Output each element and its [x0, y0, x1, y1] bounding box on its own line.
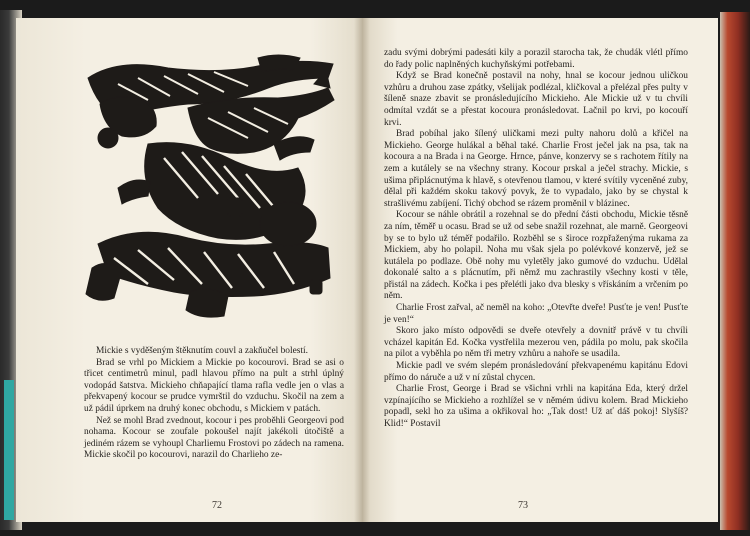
right-page-text	[384, 48, 688, 431]
paragraph: Mickie padl ve svém slepém pronásledování překvapenému kapitánu Edovi přímo do náruče a už v ní zůstal chycen.	[384, 361, 688, 383]
paragraph: Když se Brad konečně postavil na nohy, hnal se kocour jednou uličkou vzhůru a druhou zase zpátky, všelijak podlézal, kličkoval a přelézal přes pulty v šíleně snaze zbavit se pronásledujícího Mickieho. Ale Mickie už v tu chvíli odmítal vzdát se a přestat kocoura pronásledovat. Lačnil po krvi, po kocouří krvi.	[384, 71, 688, 128]
page-number-right: 73	[518, 500, 528, 511]
book-gutter	[354, 18, 370, 522]
paragraph: Skoro jako místo odpovědi se dveře otevřely a dovnitř právě v tu chvíli vcházel kapitán Ed. Kočka vystřelila mezerou ven, pádila po molu, pak skočila na pilot a vyběhla po něm tři metry vzhůru a nahoře se usadila.	[384, 326, 688, 360]
left-page-text	[84, 346, 344, 462]
paragraph: Než se mohl Brad zvednout, kocour i pes proběhli Georgeovi pod nohama. Kocour se zoufale pokoušel najít jakékoli útočiště a jediném rázem se vyhoupl Charliemu Frostovi po zádech na ramena. Mickie skočil po kocourovi, narazil do Charlieho ze-	[84, 415, 344, 461]
paragraph: Charlie Frost, George i Brad se všichni vrhli na kapitána Eda, který držel vzpínajícího se Mickieho a rozhlížel se v němém údivu kolem. Brad Mickieho popadl, sekl ho za ušima a okřikoval ho: „Tak dost! Už ať dáš pokoj! Slyšíš? Klid!“ Postavil	[384, 384, 688, 429]
cover-accent-strip	[4, 380, 14, 520]
book-cover-right-edge	[720, 12, 750, 530]
paragraph: Mickie s vyděšeným štěknutím couvl a zakňučel bolestí.	[96, 346, 308, 356]
paragraph: Brad pobíhal jako šílený uličkami mezi pulty nahoru dolů a křičel na Mickieho. George hulákal a běhal také. Charlie Frost ječel jak na psa, tak na kocoura a na Brada i na George. Hrnce, pánve, konzervy se s rachotem řítily na zem a kutálely se na všechny strany. Kocour prskal a ječel strachy. Mickie, s ušima připlácnutýma k hlavě, s otevřenou tlamou, v které svítily vyceněné zuby, dělal při každém skoku takový povyk, že to vypadalo, jako by se chystal k strašlivému zabíjení. Tichý obchod se rázem proměnil v blázinec.	[384, 129, 688, 209]
paragraph: Kocour se náhle obrátil a rozehnal se do přední části obchodu, Mickie těsně za ním, těměř u ocasu. Brad se už od sebe snažil rozehnat, ale marně. Georgeovi by se to bylo už téměř podařilo. Rozběhl se s široce rozpřaženýma rukama za Mickiem, aby ho polapil. Noha mu však sjela po polévkové konzervě, jež se kutálela po podlaze. Obě nohy mu vyletěly jako gumové do vzduchu. Udělal dokonalé salto a s plácnutím, při němž mu zachrastily všechny kosti v těle, přistál na zádech. Kočka i pes přelétli jako dva blesky s vřískáním a vrčením po něm.	[384, 210, 688, 302]
page-number-left: 72	[212, 500, 222, 511]
paragraph: zadu svými dobrými padesáti kily a porazil starocha tak, že chudák vlétl přímo do řady polic naplněných kuchyňskými potřebami.	[384, 48, 688, 70]
paragraph: Charlie Frost zařval, ač neměl na koho: „Otevřte dveře! Pusťte je ven! Pusťte je ven!“	[384, 303, 688, 325]
woodcut-illustration-icon	[78, 48, 340, 320]
paragraph: Brad se vrhl po Mickiem a Mickie po kocourovi. Brad se asi o třicet centimetrů minul, padl hlavou přímo na pult a strhl úplný vodopád šatstva. Mickieho chňapající tlama rafla vedle jen o vlas a překvapený kocour se prudce vymrštil do vzduchu. Skočil na zem a už pádil úprkem na druhý konec obchodu, s Mickiem v patách.	[84, 357, 344, 414]
